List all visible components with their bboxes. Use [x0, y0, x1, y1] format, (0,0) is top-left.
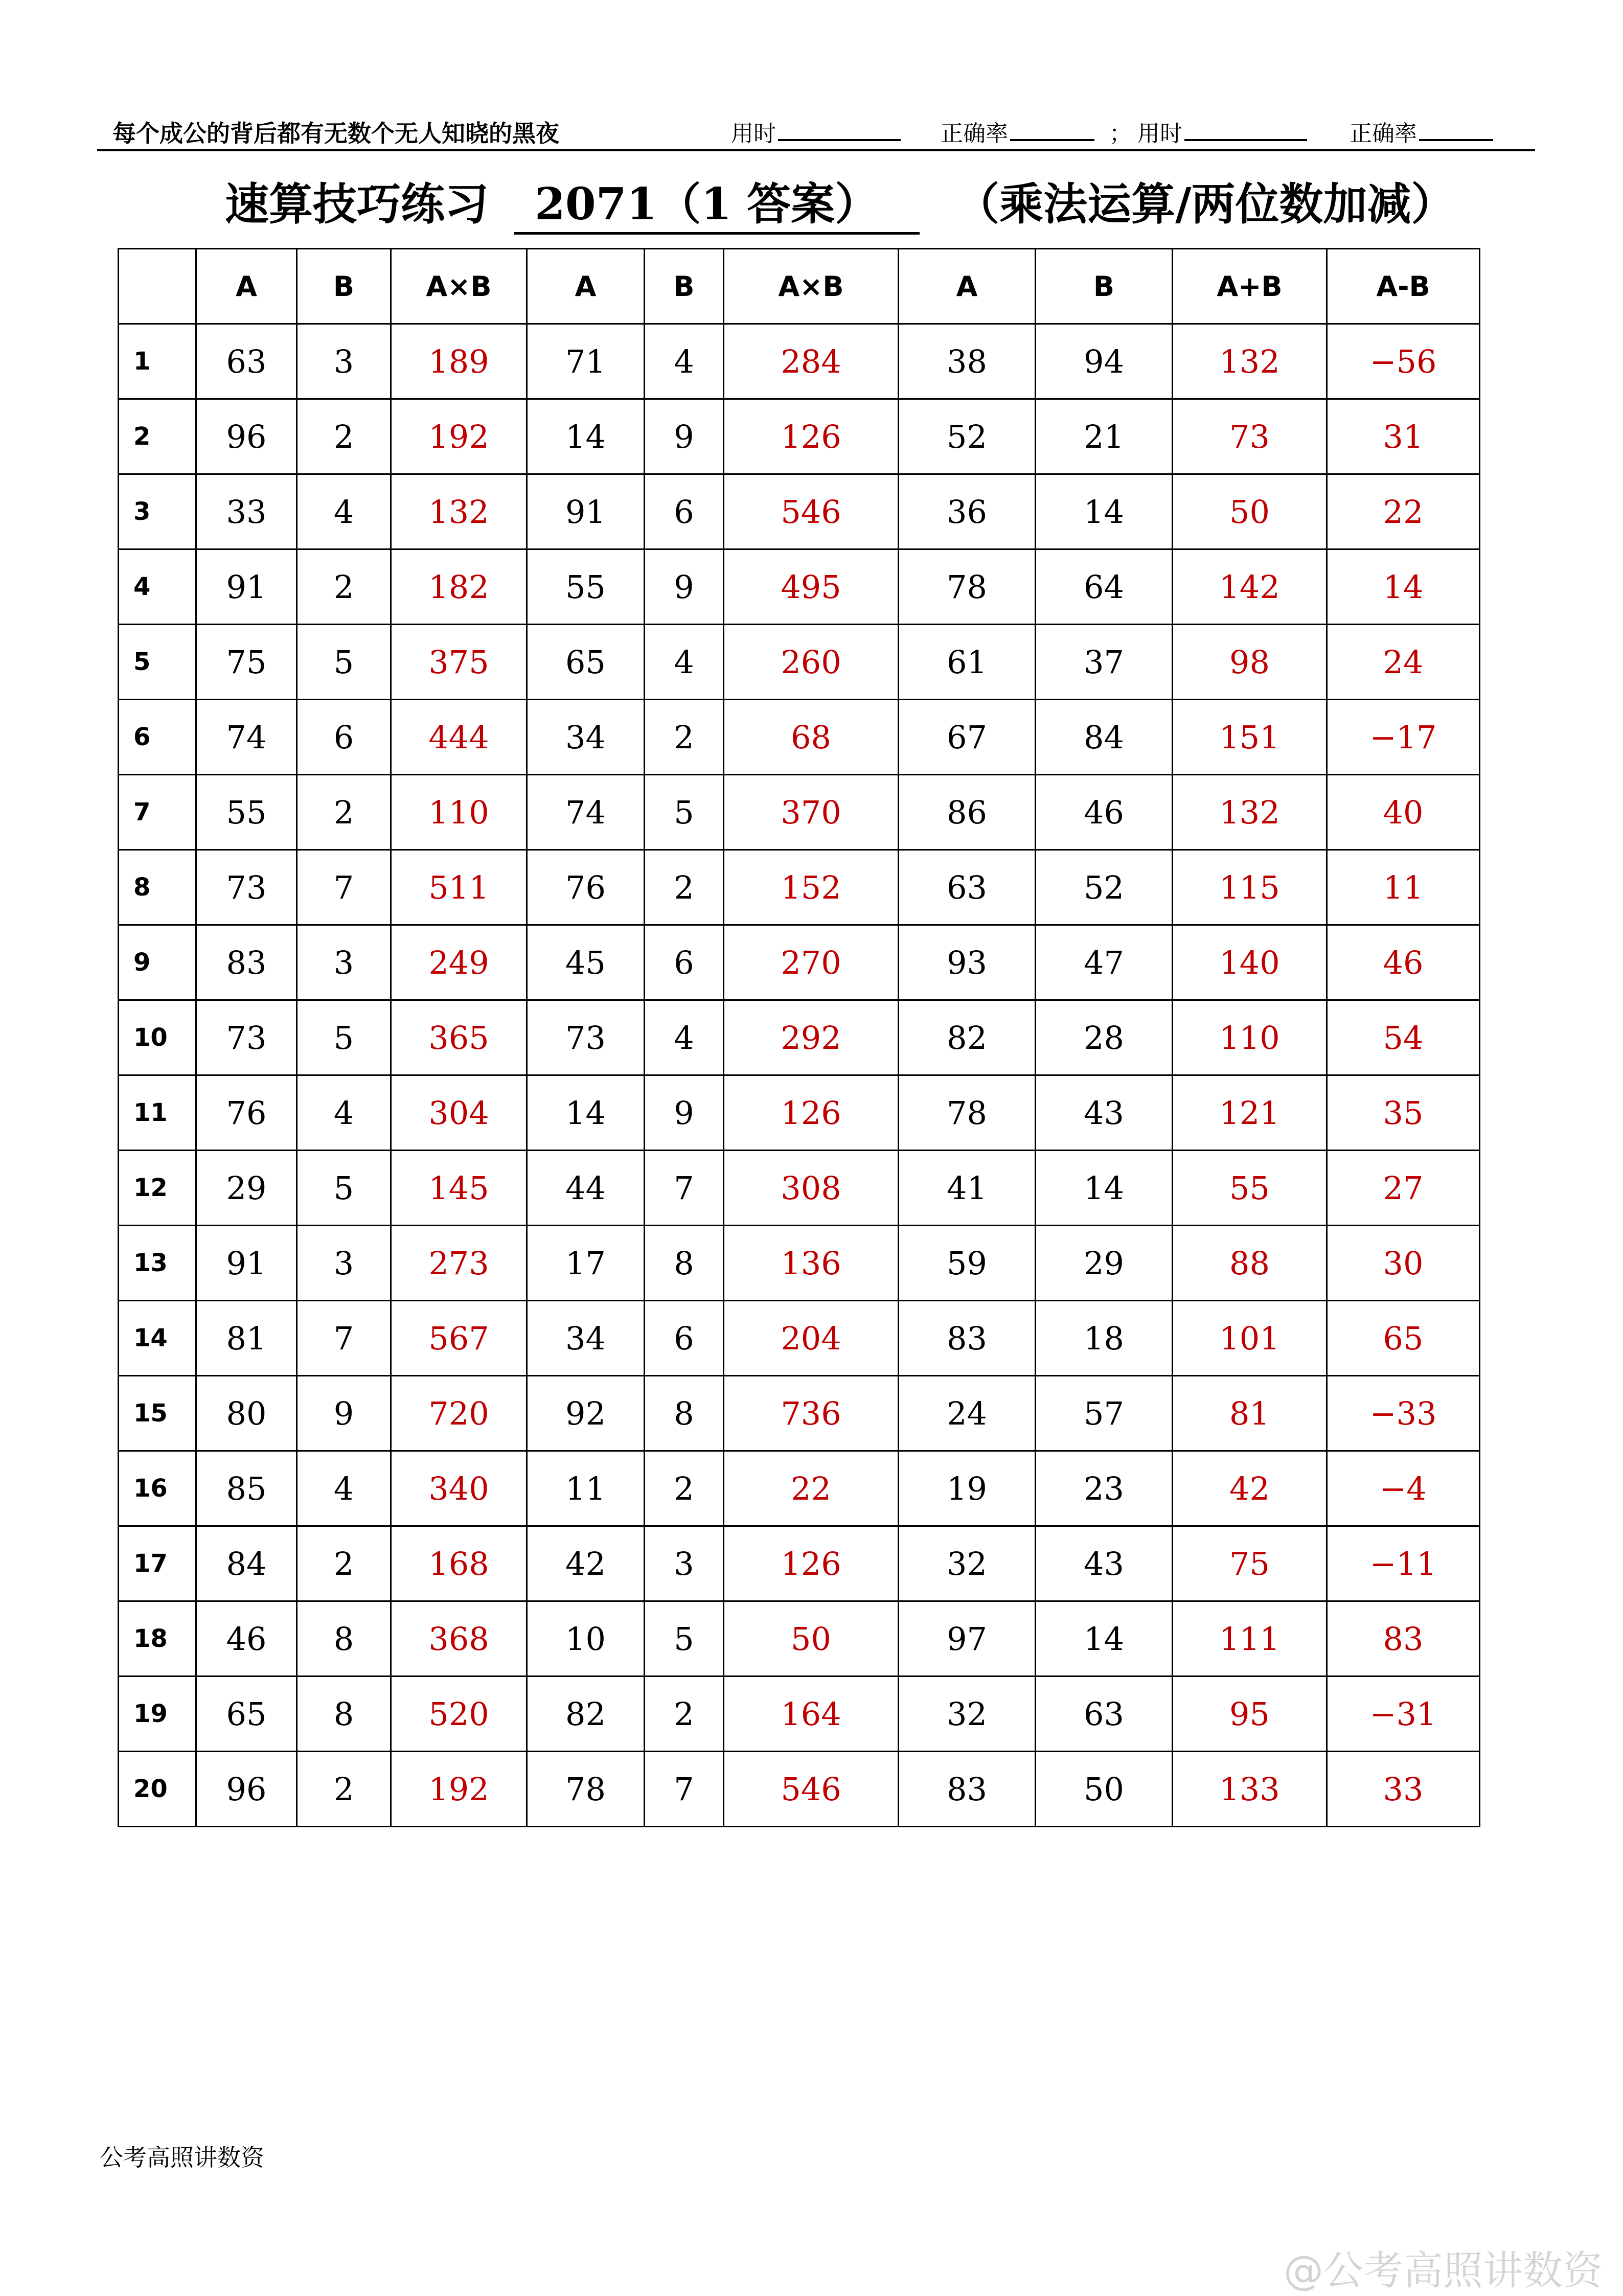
answer-cell: 40 [1327, 775, 1480, 850]
answer-cell: 142 [1173, 549, 1327, 625]
answer-cell: 46 [1327, 925, 1480, 1000]
operand-cell: 36 [899, 474, 1036, 549]
operand-cell: 73 [196, 1000, 297, 1075]
operand-cell: 9 [645, 399, 724, 474]
operand-cell: 5 [297, 1151, 391, 1226]
operand-cell: 7 [645, 1151, 724, 1226]
operand-cell: 4 [645, 1000, 724, 1075]
operand-cell: 76 [527, 850, 645, 925]
answer-cell: 164 [724, 1677, 899, 1752]
operand-cell: 4 [297, 1451, 391, 1526]
table-row [119, 775, 1480, 850]
operand-cell: 4 [645, 324, 724, 399]
operand-cell: 73 [196, 850, 297, 925]
answer-cell: 65 [1327, 1301, 1480, 1376]
operand-cell: 78 [899, 1075, 1036, 1151]
answer-cell: 68 [724, 700, 899, 775]
operand-cell: 63 [1036, 1677, 1173, 1752]
answer-cell: 189 [391, 324, 527, 399]
operand-cell: 2 [297, 399, 391, 474]
answer-cell: 88 [1173, 1226, 1327, 1301]
motto-text: 每个成公的背后都有无数个无人知晓的黑夜 [112, 120, 559, 147]
column-header-b-8: B [1036, 249, 1173, 324]
answer-cell: 192 [391, 1752, 527, 1827]
row-number: 16 [119, 1451, 196, 1526]
table-header-row [119, 249, 1480, 324]
accuracy-field-1 [941, 115, 1094, 148]
answer-cell: 132 [391, 474, 527, 549]
answer-cell: 22 [724, 1451, 899, 1526]
operand-cell: 45 [527, 925, 645, 1000]
answer-cell: 140 [1173, 925, 1327, 1000]
table-row [119, 1451, 1480, 1526]
operand-cell: 19 [899, 1451, 1036, 1526]
answer-cell: 126 [724, 1526, 899, 1601]
operand-cell: 43 [1036, 1526, 1173, 1601]
operand-cell: 9 [297, 1376, 391, 1451]
operand-cell: 4 [645, 625, 724, 700]
table-row [119, 324, 1480, 399]
operand-cell: 65 [196, 1677, 297, 1752]
column-header-a-1: A [196, 249, 297, 324]
answer-cell: 14 [1327, 549, 1480, 625]
operand-cell: 78 [899, 549, 1036, 625]
operand-cell: 8 [645, 1376, 724, 1451]
table-row [119, 925, 1480, 1000]
table-row [119, 1151, 1480, 1226]
answer-cell: 151 [1173, 700, 1327, 775]
answer-cell: 152 [724, 850, 899, 925]
time-blank-2[interactable] [1184, 117, 1307, 141]
operand-cell: 11 [527, 1451, 645, 1526]
answer-cell: 81 [1173, 1376, 1327, 1451]
operand-cell: 52 [1036, 850, 1173, 925]
accuracy-field-2 [1350, 115, 1493, 148]
operand-cell: 94 [1036, 324, 1173, 399]
row-number: 3 [119, 474, 196, 549]
table-row [119, 399, 1480, 474]
accuracy-label-1: 正确率 [941, 121, 1008, 147]
row-number: 20 [119, 1752, 196, 1827]
operand-cell: 2 [645, 700, 724, 775]
table-row [119, 1075, 1480, 1151]
title-code: 2071（1 答案） [514, 169, 920, 235]
operand-cell: 85 [196, 1451, 297, 1526]
time-field-1 [731, 115, 901, 148]
answer-cell: 83 [1327, 1601, 1480, 1677]
row-number: 18 [119, 1601, 196, 1677]
column-header-product-3: A×B [391, 249, 527, 324]
operand-cell: 6 [645, 474, 724, 549]
operand-cell: 14 [1036, 1601, 1173, 1677]
operand-cell: 23 [1036, 1451, 1173, 1526]
answer-cell: 126 [724, 1075, 899, 1151]
answer-cell: 145 [391, 1151, 527, 1226]
answer-cell: 121 [1173, 1075, 1327, 1151]
answer-cell: 511 [391, 850, 527, 925]
operand-cell: 37 [1036, 625, 1173, 700]
operand-cell: 29 [196, 1151, 297, 1226]
answer-cell: 192 [391, 399, 527, 474]
answer-cell: 567 [391, 1301, 527, 1376]
watermark: @公考高照讲数资 [1283, 2248, 1603, 2294]
separator: ； [1109, 121, 1132, 147]
operand-cell: 6 [645, 925, 724, 1000]
answer-cell: 22 [1327, 474, 1480, 549]
answer-cell: 42 [1173, 1451, 1327, 1526]
operand-cell: 2 [297, 775, 391, 850]
row-number: 11 [119, 1075, 196, 1151]
operand-cell: 21 [1036, 399, 1173, 474]
answer-cell: 73 [1173, 399, 1327, 474]
table-row [119, 1526, 1480, 1601]
answer-cell: 546 [724, 474, 899, 549]
title-main: 速算技巧练习 [225, 178, 489, 230]
operand-cell: 9 [645, 549, 724, 625]
operand-cell: 4 [297, 1075, 391, 1151]
operand-cell: 8 [645, 1226, 724, 1301]
time-label-1: 用时 [731, 121, 776, 147]
operand-cell: 10 [527, 1601, 645, 1677]
table-row [119, 625, 1480, 700]
answer-cell: −33 [1327, 1376, 1480, 1451]
operand-cell: 3 [297, 324, 391, 399]
operand-cell: 6 [297, 700, 391, 775]
answer-cell: 370 [724, 775, 899, 850]
row-number: 14 [119, 1301, 196, 1376]
answer-cell: 50 [1173, 474, 1327, 549]
operand-cell: 5 [645, 775, 724, 850]
operand-cell: 14 [1036, 474, 1173, 549]
column-header-difference-10: A-B [1327, 249, 1480, 324]
practice-table [118, 248, 1480, 1827]
answer-cell: 720 [391, 1376, 527, 1451]
answer-cell: 35 [1327, 1075, 1480, 1151]
operand-cell: 14 [527, 399, 645, 474]
answer-cell: 168 [391, 1526, 527, 1601]
operand-cell: 46 [196, 1601, 297, 1677]
answer-cell: 126 [724, 399, 899, 474]
row-number: 2 [119, 399, 196, 474]
operand-cell: 46 [1036, 775, 1173, 850]
answer-cell: 33 [1327, 1752, 1480, 1827]
operand-cell: 84 [1036, 700, 1173, 775]
answer-cell: 340 [391, 1451, 527, 1526]
operand-cell: 6 [645, 1301, 724, 1376]
operand-cell: 3 [297, 925, 391, 1000]
operand-cell: 29 [1036, 1226, 1173, 1301]
operand-cell: 73 [527, 1000, 645, 1075]
answer-cell: 520 [391, 1677, 527, 1752]
answer-cell: 736 [724, 1376, 899, 1451]
operand-cell: 55 [196, 775, 297, 850]
table-row [119, 700, 1480, 775]
operand-cell: 38 [899, 324, 1036, 399]
operand-cell: 9 [645, 1075, 724, 1151]
operand-cell: 4 [297, 474, 391, 549]
answer-cell: 27 [1327, 1151, 1480, 1226]
operand-cell: 81 [196, 1301, 297, 1376]
operand-cell: 5 [645, 1601, 724, 1677]
page-title [225, 169, 1455, 235]
answer-cell: 304 [391, 1075, 527, 1151]
row-number: 12 [119, 1151, 196, 1226]
header-rule [97, 149, 1535, 151]
operand-cell: 47 [1036, 925, 1173, 1000]
operand-cell: 2 [297, 1526, 391, 1601]
column-header-sum-9: A+B [1173, 249, 1327, 324]
operand-cell: 2 [645, 1451, 724, 1526]
answer-cell: 30 [1327, 1226, 1480, 1301]
answer-cell: 260 [724, 625, 899, 700]
row-number: 5 [119, 625, 196, 700]
operand-cell: 24 [899, 1376, 1036, 1451]
operand-cell: 82 [899, 1000, 1036, 1075]
row-number: 15 [119, 1376, 196, 1451]
table-row [119, 1000, 1480, 1075]
table-row [119, 549, 1480, 625]
operand-cell: 96 [196, 1752, 297, 1827]
operand-cell: 2 [297, 1752, 391, 1827]
answer-cell: 101 [1173, 1301, 1327, 1376]
operand-cell: 74 [527, 775, 645, 850]
operand-cell: 5 [297, 1000, 391, 1075]
answer-cell: 204 [724, 1301, 899, 1376]
operand-cell: 96 [196, 399, 297, 474]
accuracy-label-2: 正确率 [1350, 121, 1417, 147]
answer-cell: 444 [391, 700, 527, 775]
answer-cell: −11 [1327, 1526, 1480, 1601]
operand-cell: 67 [899, 700, 1036, 775]
answer-cell: 55 [1173, 1151, 1327, 1226]
answer-cell: 111 [1173, 1601, 1327, 1677]
answer-cell: 132 [1173, 324, 1327, 399]
operand-cell: 71 [527, 324, 645, 399]
table-row [119, 1376, 1480, 1451]
operand-cell: 92 [527, 1376, 645, 1451]
operand-cell: 2 [297, 549, 391, 625]
operand-cell: 83 [196, 925, 297, 1000]
answer-cell: −31 [1327, 1677, 1480, 1752]
operand-cell: 8 [297, 1677, 391, 1752]
operand-cell: 63 [899, 850, 1036, 925]
answer-cell: 95 [1173, 1677, 1327, 1752]
operand-cell: 28 [1036, 1000, 1173, 1075]
answer-cell: 50 [724, 1601, 899, 1677]
answer-cell: 308 [724, 1151, 899, 1226]
answer-cell: 110 [1173, 1000, 1327, 1075]
answer-cell: 365 [391, 1000, 527, 1075]
row-number: 19 [119, 1677, 196, 1752]
table-row [119, 1301, 1480, 1376]
operand-cell: 8 [297, 1601, 391, 1677]
operand-cell: 64 [1036, 549, 1173, 625]
operand-cell: 86 [899, 775, 1036, 850]
operand-cell: 2 [645, 850, 724, 925]
answer-cell: 11 [1327, 850, 1480, 925]
answer-cell: −56 [1327, 324, 1480, 399]
operand-cell: 59 [899, 1226, 1036, 1301]
operand-cell: 93 [899, 925, 1036, 1000]
operand-cell: 34 [527, 1301, 645, 1376]
operand-cell: 7 [297, 1301, 391, 1376]
operand-cell: 7 [297, 850, 391, 925]
operand-cell: 41 [899, 1151, 1036, 1226]
operand-cell: 91 [527, 474, 645, 549]
operand-cell: 42 [527, 1526, 645, 1601]
row-number: 9 [119, 925, 196, 1000]
operand-cell: 52 [899, 399, 1036, 474]
operand-cell: 43 [1036, 1075, 1173, 1151]
column-header-a-7: A [899, 249, 1036, 324]
answer-cell: −17 [1327, 700, 1480, 775]
time-blank-1[interactable] [778, 117, 901, 141]
operand-cell: 32 [899, 1677, 1036, 1752]
answer-cell: 31 [1327, 399, 1480, 474]
operand-cell: 7 [645, 1752, 724, 1827]
operand-cell: 84 [196, 1526, 297, 1601]
operand-cell: 83 [899, 1752, 1036, 1827]
operand-cell: 57 [1036, 1376, 1173, 1451]
table-row [119, 1752, 1480, 1827]
operand-cell: 34 [527, 700, 645, 775]
answer-cell: 249 [391, 925, 527, 1000]
operand-cell: 3 [297, 1226, 391, 1301]
answer-cell: 546 [724, 1752, 899, 1827]
answer-cell: 292 [724, 1000, 899, 1075]
footer-text: 公考高照讲数资 [100, 2144, 264, 2171]
answer-cell: 495 [724, 549, 899, 625]
table-row [119, 850, 1480, 925]
row-number: 4 [119, 549, 196, 625]
title-subtitle: （乘法运算/两位数加减） [955, 178, 1455, 230]
operand-cell: 91 [196, 1226, 297, 1301]
operand-cell: 17 [527, 1226, 645, 1301]
answer-cell: 133 [1173, 1752, 1327, 1827]
operand-cell: 61 [899, 625, 1036, 700]
accuracy-blank-2[interactable] [1419, 117, 1493, 141]
operand-cell: 2 [645, 1677, 724, 1752]
row-number: 7 [119, 775, 196, 850]
table-row [119, 1601, 1480, 1677]
operand-cell: 5 [297, 625, 391, 700]
operand-cell: 14 [1036, 1151, 1173, 1226]
answer-cell: 368 [391, 1601, 527, 1677]
row-number: 13 [119, 1226, 196, 1301]
row-number: 10 [119, 1000, 196, 1075]
answer-cell: 132 [1173, 775, 1327, 850]
operand-cell: 18 [1036, 1301, 1173, 1376]
column-header-product-6: A×B [724, 249, 899, 324]
time-label-2: 用时 [1137, 121, 1182, 147]
column-header-index [119, 249, 196, 324]
table-row [119, 474, 1480, 549]
time-field-2 [1137, 115, 1307, 148]
operand-cell: 65 [527, 625, 645, 700]
operand-cell: 75 [196, 625, 297, 700]
answer-cell: 182 [391, 549, 527, 625]
answer-cell: 375 [391, 625, 527, 700]
column-header-b-2: B [297, 249, 391, 324]
row-number: 8 [119, 850, 196, 925]
answer-cell: 110 [391, 775, 527, 850]
row-number: 1 [119, 324, 196, 399]
operand-cell: 78 [527, 1752, 645, 1827]
answer-cell: 136 [724, 1226, 899, 1301]
table-row [119, 1226, 1480, 1301]
operand-cell: 33 [196, 474, 297, 549]
answer-cell: 270 [724, 925, 899, 1000]
answer-cell: −4 [1327, 1451, 1480, 1526]
table-row [119, 1677, 1480, 1752]
row-number: 17 [119, 1526, 196, 1601]
operand-cell: 80 [196, 1376, 297, 1451]
answer-cell: 115 [1173, 850, 1327, 925]
operand-cell: 50 [1036, 1752, 1173, 1827]
operand-cell: 44 [527, 1151, 645, 1226]
answer-cell: 75 [1173, 1526, 1327, 1601]
answer-cell: 24 [1327, 625, 1480, 700]
table-body [119, 324, 1480, 1827]
answer-cell: 273 [391, 1226, 527, 1301]
operand-cell: 91 [196, 549, 297, 625]
operand-cell: 63 [196, 324, 297, 399]
operand-cell: 82 [527, 1677, 645, 1752]
operand-cell: 32 [899, 1526, 1036, 1601]
answer-cell: 98 [1173, 625, 1327, 700]
column-header-b-5: B [645, 249, 724, 324]
operand-cell: 3 [645, 1526, 724, 1601]
operand-cell: 76 [196, 1075, 297, 1151]
answer-cell: 54 [1327, 1000, 1480, 1075]
column-header-a-4: A [527, 249, 645, 324]
accuracy-blank-1[interactable] [1010, 117, 1094, 141]
operand-cell: 55 [527, 549, 645, 625]
operand-cell: 74 [196, 700, 297, 775]
operand-cell: 14 [527, 1075, 645, 1151]
operand-cell: 97 [899, 1601, 1036, 1677]
row-number: 6 [119, 700, 196, 775]
answer-cell: 284 [724, 324, 899, 399]
operand-cell: 83 [899, 1301, 1036, 1376]
